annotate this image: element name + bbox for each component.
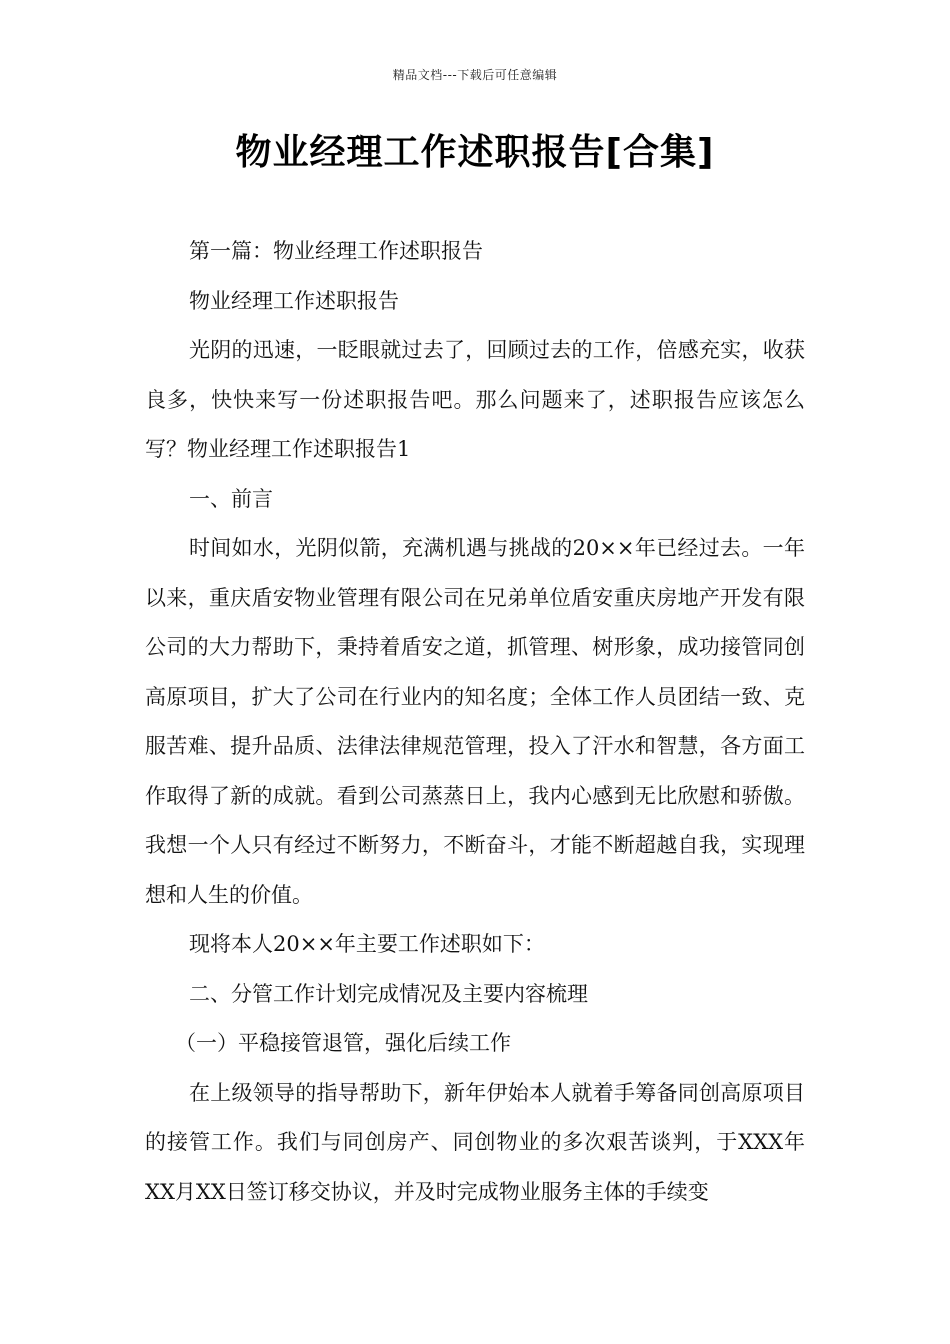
document-title: 物业经理工作述职报告[合集]: [235, 132, 715, 173]
document-body: [145, 227, 805, 1217]
section-heading: 一、前言: [189, 486, 273, 511]
paragraph: 在上级领导的指导帮助下，新年伊始本人就着手筹备同创高原项目的接管工作。我们与同创房产、同创物业的多次艰苦谈判，于XXX年XX月XX日签订移交协议，并及时完成物业服务主体的手续变: [145, 1080, 805, 1204]
paragraph: 光阴的迅速，一眨眼就过去了，回顾过去的工作，倍感充实，收获良多，快快来写一份述职报告吧。那么问题来了，述职报告应该怎么写？物业经理工作述职报告1: [145, 338, 805, 461]
paragraph: 物业经理工作述职报告: [189, 288, 399, 313]
header-note: 精品文档---下载后可任意编辑: [392, 68, 558, 82]
paragraph: 第一篇：物业经理工作述职报告: [189, 239, 483, 263]
section-heading: 二、分管工作计划完成情况及主要内容梳理: [189, 981, 588, 1006]
paragraph: 时间如水，光阴似箭，充满机遇与挑战的20××年已经过去。一年以来，重庆盾安物业管理有限公司在兄弟单位盾安重庆房地产开发有限公司的大力帮助下，秉持着盾安之道，抓管理、树形象，成功接管同创高原项目，扩大了公司在行业内的知名度；全体工作人员团结一致、克服苦难、提升品质、法律法律规范管理，投入了汗水和智慧，各方面工作取得了新的成就。看到公司蒸蒸日上，我内心感到无比欣慰和骄傲。我想一个人只有经过不断努力，不断奋斗，才能不断超越自我，实现理想和人生的价值。: [145, 536, 805, 907]
paragraph: 现将本人20××年主要工作述职如下：: [189, 932, 545, 956]
subsection-heading: （一）平稳接管退管，强化后续工作: [175, 1031, 511, 1055]
